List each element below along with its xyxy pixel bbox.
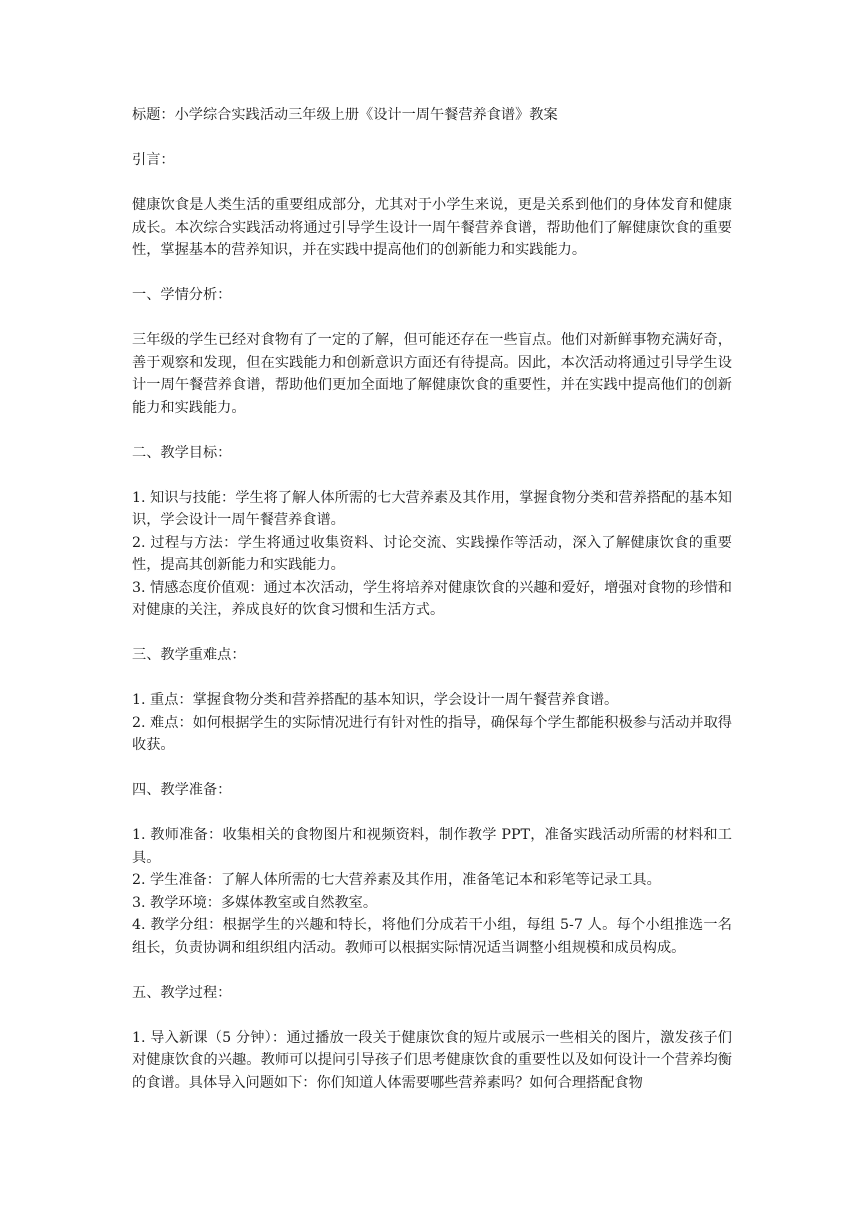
list-item: 4. 教学分组：根据学生的兴趣和特长，将他们分成若干小组，每组 5-7 人。每个小组推选一名组长，负责协调和组织组内活动。教师可以根据实际情况适当调整小组规模和成员构成。 [132, 917, 732, 956]
document-title: 标题：小学综合实践活动三年级上册《设计一周午餐营养食谱》教案 [132, 107, 558, 123]
list-item: 2. 难点：如何根据学生的实际情况进行有针对性的指导，确保每个学生都能积极参与活动并取得收获。 [132, 714, 732, 753]
objectives-list [132, 487, 732, 622]
section-heading-key-points: 三、教学重难点： [132, 647, 246, 663]
list-item: 2. 学生准备：了解人体所需的七大营养素及其作用，准备笔记本和彩笔等记录工具。 [132, 872, 661, 888]
list-item: 1. 知识与技能：学生将了解人体所需的七大营养素及其作用，掌握食物分类和营养搭配的基本知识，学会设计一周午餐营养食谱。 [132, 489, 732, 528]
list-item: 1. 重点：掌握食物分类和营养搭配的基本知识，学会设计一周午餐营养食谱。 [132, 692, 619, 708]
section-heading-objectives: 二、教学目标： [132, 444, 232, 461]
process-list [132, 1027, 732, 1095]
list-item: 1. 教师准备：收集相关的食物图片和视频资料，制作教学 PPT，准备实践活动所需的材料和工具。 [132, 827, 732, 866]
section-heading-analysis: 一、学情分析： [132, 287, 232, 303]
list-item: 1. 导入新课（5 分钟）：通过播放一段关于健康饮食的短片或展示一些相关的图片，激发孩子们对健康饮食的兴趣。教师可以提问引导孩子们思考健康饮食的重要性以及如何设计一个营养均衡的食谱。具体导入问题如下：你们知道人体需要哪些营养素吗？如何合理搭配食物 [132, 1029, 732, 1091]
section-heading-process: 五、教学过程： [132, 984, 232, 1001]
intro-heading: 引言： [132, 152, 175, 168]
intro-paragraph: 健康饮食是人类生活的重要组成部分，尤其对于小学生来说，更是关系到他们的身体发育和健康成长。本次综合实践活动将通过引导学生设计一周午餐营养食谱，帮助他们了解健康饮食的重要性，掌握基本的营养知识，并在实践中提高他们的创新能力和实践能力。 [132, 197, 732, 258]
document-page [132, 104, 732, 1117]
list-item: 2. 过程与方法：学生将通过收集资料、讨论交流、实践操作等活动，深入了解健康饮食的重要性，提高其创新能力和实践能力。 [132, 534, 732, 573]
section-paragraph-analysis: 三年级的学生已经对食物有了一定的了解，但可能还存在一些盲点。他们对新鲜事物充满好奇，善于观察和发现，但在实践能力和创新意识方面还有待提高。因此，本次活动将通过引导学生设计一周午餐营养食谱，帮助他们更加全面地了解健康饮食的重要性，并在实践中提高他们的创新能力和实践能力。 [132, 332, 732, 416]
preparation-list [132, 824, 732, 959]
list-item: 3. 情感态度价值观：通过本次活动，学生将培养对健康饮食的兴趣和爱好，增强对食物的珍惜和对健康的关注，养成良好的饮食习惯和生活方式。 [132, 579, 732, 618]
list-item: 3. 教学环境：多媒体教室或自然教室。 [132, 894, 378, 911]
key-points-list [132, 689, 732, 757]
section-heading-preparation: 四、教学准备： [132, 782, 232, 798]
